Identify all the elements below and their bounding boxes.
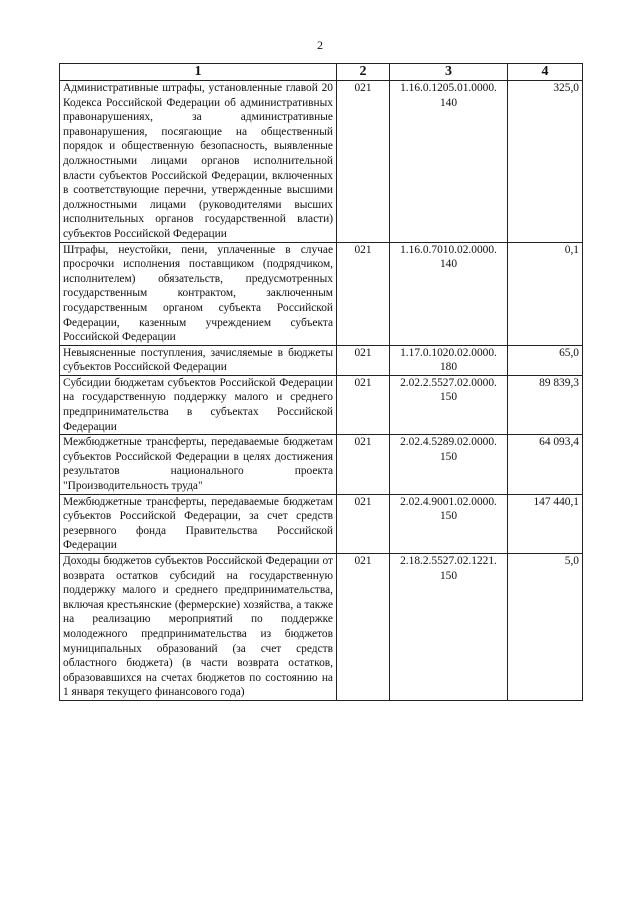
amount-cell: 89 839,3 [508,375,583,434]
revenue-name-cell: Штрафы, неустойки, пени, уплаченные в случае просрочки исполнения поставщиком (подрядчиком, исполнителем) обязательств, предусмотренных государственным контрактом, заключенным государственным органом субъекта Российской Федерации, казенным учреждением субъекта Российской Федерации [60,242,337,345]
header-row [60,64,583,81]
table-row [60,81,583,243]
amount-cell: 5,0 [508,554,583,701]
revenue-name-cell: Межбюджетные трансферты, передаваемые бюджетам субъектов Российской Федерации в целях достижения результатов национального проекта "Производительность труда" [60,435,337,494]
amount-cell: 64 093,4 [508,435,583,494]
revenue-name-cell: Субсидии бюджетам субъектов Российской Федерации на государственную поддержку малого и среднего предпринимательства в субъектах Российской Федерации [60,375,337,434]
budget-classification-code-cell: 2.02.4.5289.02.0000. 150 [390,435,508,494]
table-row [60,554,583,701]
amount-cell: 0,1 [508,242,583,345]
revenue-name-cell: Невыясненные поступления, зачисляемые в бюджеты субъектов Российской Федерации [60,345,337,375]
amount-cell: 325,0 [508,81,583,243]
revenue-name-cell: Межбюджетные трансферты, передаваемые бюджетам субъектов Российской Федерации, за счет средств резервного фонда Правительства Российской Федерации [60,494,337,553]
administrator-code-cell: 021 [337,494,390,553]
administrator-code-cell: 021 [337,81,390,243]
administrator-code-cell: 021 [337,375,390,434]
budget-classification-code-cell: 1.17.0.1020.02.0000. 180 [390,345,508,375]
budget-classification-code-cell: 2.02.2.5527.02.0000. 150 [390,375,508,434]
budget-classification-code-cell: 1.16.0.1205.01.0000. 140 [390,81,508,243]
table-row [60,375,583,434]
administrator-code-cell: 021 [337,345,390,375]
revenue-table [59,63,583,701]
revenue-name-cell: Доходы бюджетов субъектов Российской Федерации от возврата остатков субсидий на государственную поддержку малого и среднего предпринимательства, включая крестьянские (фермерские) хозяйства, а также на реализацию мероприятий по поддержке молодежного предпринимательства из бюджетов муниципальных образований (за счет средств областного бюджета) (в части возврата остатков, образовавшихся на счетах бюджетов по состоянию на 1 января текущего финансового года) [60,554,337,701]
budget-classification-code-cell: 1.16.0.7010.02.0000. 140 [390,242,508,345]
column-header-3: 3 [390,64,508,81]
column-header-2: 2 [337,64,390,81]
revenue-name-cell: Административные штрафы, установленные главой 20 Кодекса Российской Федерации об административных правонарушениях, за административные правонарушения, посягающие на общественный порядок и общественную безопасность, выявленные должностными лицами органов исполнительной власти субъектов Российской Федерации, включенных в соответствующие перечни, утвержденные высшими должностными лицами (руководителями высших исполнительных органов государственной власти) субъектов Российской Федерации [60,81,337,243]
administrator-code-cell: 021 [337,242,390,345]
table-row [60,242,583,345]
table-row [60,494,583,553]
column-header-4: 4 [508,64,583,81]
administrator-code-cell: 021 [337,554,390,701]
budget-classification-code-cell: 2.02.4.9001.02.0000. 150 [390,494,508,553]
budget-classification-code-cell: 2.18.2.5527.02.1221. 150 [390,554,508,701]
administrator-code-cell: 021 [337,435,390,494]
page-number: 2 [317,38,323,52]
column-header-1: 1 [60,64,337,81]
amount-cell: 147 440,1 [508,494,583,553]
table-row [60,345,583,375]
table-row [60,435,583,494]
amount-cell: 65,0 [508,345,583,375]
